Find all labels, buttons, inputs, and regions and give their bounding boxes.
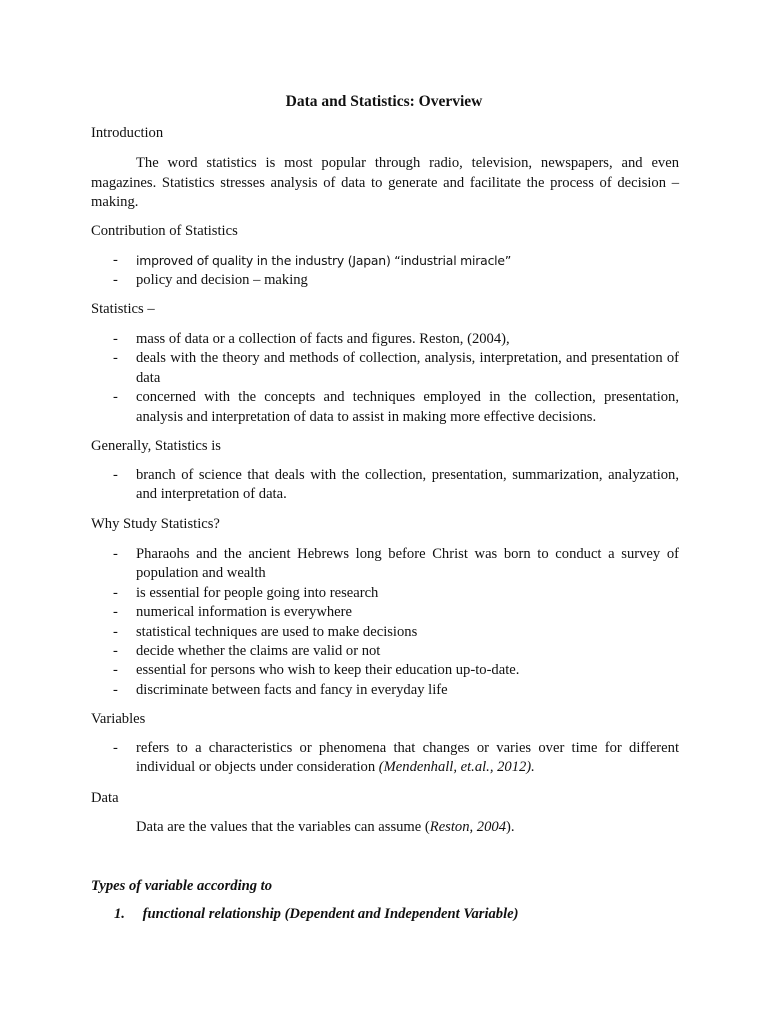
list-item (91, 466, 679, 505)
list-item-text: statistical techniques are used to make decisions (136, 623, 418, 640)
dash-bullet: - (113, 350, 118, 367)
list-item (91, 330, 679, 349)
statistics-heading: Statistics – (91, 301, 155, 317)
list-item-text: is essential for people going into research (136, 584, 379, 601)
list-item-text: numerical information is everywhere (136, 604, 352, 621)
generally-list (91, 466, 679, 505)
list-item-text: deals with the theory and methods of collection, analysis, interpretation, and presentation of data (136, 350, 679, 386)
page-title: Data and Statistics: Overview (285, 93, 483, 110)
statistics-list (91, 330, 679, 427)
dash-bullet: - (113, 681, 118, 698)
list-item-text: concerned with the concepts and techniques employed in the collection, presentation, analysis and interpretation of data to assist in making more effective decisions. (136, 389, 679, 425)
dash-bullet: - (113, 623, 118, 640)
why-study-heading: Why Study Statistics? (91, 516, 220, 532)
intro-heading: Introduction (91, 125, 164, 141)
item-number: 1. (114, 906, 125, 922)
dash-bullet: - (113, 389, 118, 406)
list-item-text: essential for persons who wish to keep their education up-to-date. (136, 662, 520, 679)
list-item (91, 661, 679, 680)
contribution-list (91, 251, 679, 291)
list-item (91, 349, 679, 388)
list-item-text: improved of quality in the industry (Japan) “industrial miracle” (136, 253, 512, 268)
item-text: functional relationship (Dependent and Independent Variable) (142, 906, 519, 922)
types-heading: Types of variable according to (91, 878, 273, 894)
variables-heading: Variables (91, 711, 146, 727)
variables-list (91, 739, 679, 778)
data-text-end: ). (506, 819, 515, 835)
list-item-text: discriminate between facts and fancy in everyday life (136, 681, 448, 698)
dash-bullet: - (113, 467, 118, 483)
list-item (91, 388, 679, 427)
citation: (Mendenhall, et.al., 2012). (378, 759, 535, 776)
list-item (91, 739, 679, 778)
dash-bullet: - (113, 252, 118, 268)
data-heading: Data (91, 790, 119, 806)
dash-bullet: - (113, 272, 118, 289)
generally-heading: Generally, Statistics is (91, 438, 221, 454)
dash-bullet: - (113, 604, 118, 621)
why-study-list (91, 545, 679, 700)
list-item-text: refers to a characteristics or phenomena that changes or varies over time for different individual or objects under consideration (136, 740, 679, 776)
list-item-text: mass of data or a collection of facts and figures. Reston, (2004), (136, 331, 510, 347)
numbered-item (114, 906, 518, 923)
list-item (91, 545, 679, 584)
list-item (91, 642, 679, 661)
list-item-text: policy and decision – making (136, 272, 308, 289)
list-item-text: Pharaohs and the ancient Hebrews long before Christ was born to conduct a survey of population and wealth (136, 546, 679, 582)
list-item-text: decide whether the claims are valid or not (136, 643, 381, 660)
list-item (91, 584, 679, 603)
dash-bullet: - (113, 546, 118, 562)
dash-bullet: - (113, 331, 118, 347)
citation: Reston, 2004 (429, 819, 506, 835)
data-text: Data are the values that the variables can assume ( (136, 819, 430, 835)
list-item (91, 271, 679, 290)
list-item (91, 623, 679, 642)
intro-paragraph: The word statistics is most popular through radio, television, newspapers, and even magazines. Statistics stresses analysis of data to generate and facilitate the process of decision – making. (91, 155, 679, 210)
contribution-heading: Contribution of Statistics (91, 223, 238, 239)
list-item-text: branch of science that deals with the collection, presentation, summarization, analyzation, and interpretation of data. (136, 467, 679, 503)
list-item (91, 251, 679, 271)
dash-bullet: - (113, 643, 118, 660)
dash-bullet: - (113, 740, 118, 756)
data-definition (91, 818, 679, 838)
dash-bullet: - (113, 584, 118, 601)
list-item (91, 681, 679, 700)
list-item (91, 603, 679, 622)
dash-bullet: - (113, 662, 118, 679)
